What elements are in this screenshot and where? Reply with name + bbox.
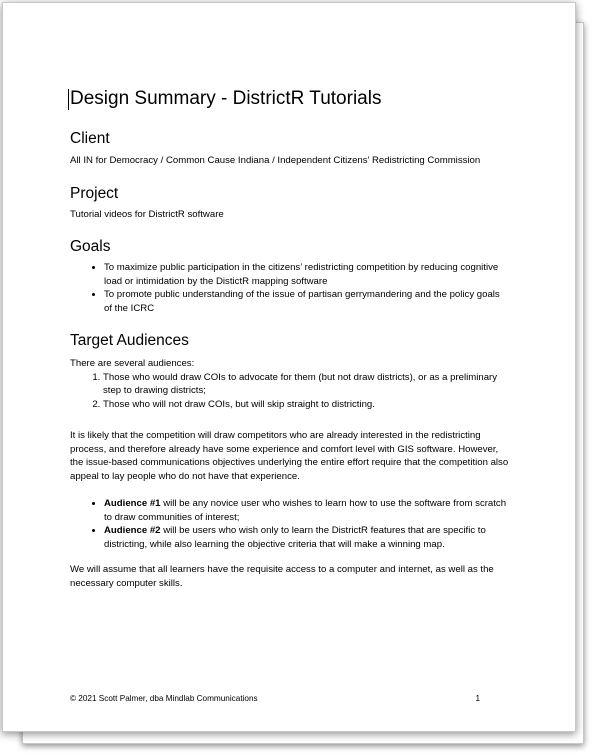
audiences-section: [70, 331, 510, 590]
goal-item: • To promote public understanding of the issue of partisan gerrymandering and the policy goals of the ICRC: [104, 288, 510, 315]
closing-paragraph: We will assume that all learners have the requisite access to a computer and internet, as well as the necessary computer skills.: [70, 564, 494, 589]
project-section: [70, 184, 510, 222]
audience-type-item: 1. Those who would draw COIs to advocate for them (but not draw districts), or as a preliminary step to drawing districts;: [103, 371, 510, 398]
audience-description: will be any novice user who wishes to learn how to use the software from scratch to draw communities of interest;: [104, 498, 507, 523]
audiences-numbered-list: [70, 371, 510, 412]
audience-type-item: 2. Those who will not draw COIs, but will skip straight to districting.: [103, 398, 510, 412]
page-footer: [70, 694, 480, 703]
footer-copyright: © 2021 Scott Palmer, dba Mindlab Communications: [70, 694, 258, 703]
audiences-heading: Target Audiences: [70, 332, 189, 349]
audiences-paragraph: It is likely that the competition will draw competitors who are already interested in the redistricting process, and therefore already have some experience and comfort level with GIS software. However, the issue-based communications objectives underlying the entire effort require that the competition also appeal to lay people who do not have that experience.: [70, 430, 509, 482]
document-title: Design Summary - DistrictR Tutorials: [70, 88, 382, 109]
goals-list: [70, 261, 510, 315]
document-body: [70, 86, 510, 590]
project-heading: Project: [70, 184, 119, 202]
goals-heading: Goals: [70, 238, 111, 255]
audience-label: Audience #2: [104, 525, 161, 536]
audience-definition-item: [104, 497, 510, 524]
client-heading: Client: [70, 130, 110, 147]
client-section: [70, 129, 510, 168]
goals-section: [70, 237, 510, 315]
goal-item: • To maximize public participation in the citizens’ redistricting competition by reducing cognitive load or intimidation by the DistictR mapping software: [104, 261, 510, 288]
audience-definitions-list: [70, 497, 510, 551]
text-cursor: [68, 89, 69, 110]
audience-definition-item: [104, 524, 510, 551]
audience-label: Audience #1: [104, 498, 161, 509]
audiences-intro: There are several audiences:: [70, 358, 195, 369]
page-number: 1: [475, 694, 480, 703]
document-title-line[interactable]: [70, 86, 510, 112]
client-text: All IN for Democracy / Common Cause Indiana / Independent Citizens’ Redistricting Commission: [70, 155, 481, 166]
audience-description: will be users who wish only to learn the DistrictR features that are specific to districting, while also learning the objective criteria that will make a winning map.: [104, 525, 486, 550]
project-text: Tutorial videos for DistrictR software: [70, 208, 224, 220]
